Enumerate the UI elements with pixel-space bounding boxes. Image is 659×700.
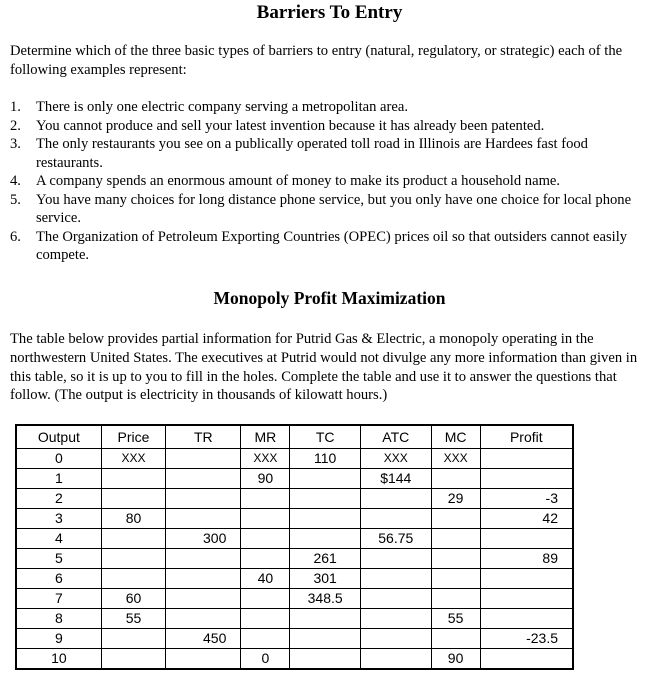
cell-tc: 301 bbox=[290, 569, 361, 589]
cell-mr: 0 bbox=[241, 649, 290, 670]
cell-mr bbox=[241, 489, 290, 509]
cell-price: 55 bbox=[101, 609, 165, 629]
monopoly-table bbox=[15, 424, 574, 670]
cell-atc bbox=[360, 589, 431, 609]
table-row bbox=[16, 509, 573, 529]
header-output: Output bbox=[16, 425, 101, 449]
cell-atc bbox=[360, 489, 431, 509]
question-number: 3. bbox=[10, 136, 21, 152]
cell-price bbox=[101, 629, 165, 649]
cell-tr bbox=[166, 449, 241, 469]
cell-profit bbox=[480, 569, 573, 589]
cell-tc: 261 bbox=[290, 549, 361, 569]
cell-atc bbox=[360, 609, 431, 629]
cell-mc: XXX bbox=[431, 449, 480, 469]
header-atc: ATC bbox=[360, 425, 431, 449]
cell-output: 3 bbox=[16, 509, 101, 529]
cell-tc bbox=[290, 529, 361, 549]
cell-profit bbox=[480, 589, 573, 609]
question-text: You have many choices for long distance phone service, but you only have one choice for local phone service. bbox=[36, 191, 632, 226]
cell-mr bbox=[241, 529, 290, 549]
cell-tc bbox=[290, 609, 361, 629]
cell-mr bbox=[241, 549, 290, 569]
table-row bbox=[16, 549, 573, 569]
cell-output: 7 bbox=[16, 589, 101, 609]
cell-output: 10 bbox=[16, 649, 101, 670]
table-header-row bbox=[16, 425, 573, 449]
question-text: The only restaurants you see on a publically operated toll road in Illinois are Hardees fast food restaurants. bbox=[36, 136, 588, 171]
cell-mc bbox=[431, 549, 480, 569]
cell-tc bbox=[290, 469, 361, 489]
cell-mc bbox=[431, 529, 480, 549]
cell-profit bbox=[480, 449, 573, 469]
cell-mr bbox=[241, 509, 290, 529]
question-text: The Organization of Petroleum Exporting Countries (OPEC) prices oil so that outsiders cannot easily compete. bbox=[36, 228, 628, 263]
table-row bbox=[16, 569, 573, 589]
cell-output: 8 bbox=[16, 609, 101, 629]
question-text: There is only one electric company serving a metropolitan area. bbox=[36, 99, 408, 115]
question-number: 5. bbox=[10, 191, 21, 208]
cell-price bbox=[101, 649, 165, 670]
cell-tc bbox=[290, 509, 361, 529]
question-item bbox=[10, 117, 640, 136]
cell-price bbox=[101, 489, 165, 509]
cell-tc: 110 bbox=[290, 449, 361, 469]
question-text: You cannot produce and sell your latest invention because it has already been patented. bbox=[36, 117, 545, 134]
cell-profit bbox=[480, 469, 573, 489]
cell-tr: 300 bbox=[166, 529, 241, 549]
cell-mc bbox=[431, 569, 480, 589]
question-number: 2. bbox=[10, 117, 21, 134]
cell-price: 60 bbox=[101, 589, 165, 609]
monopoly-paragraph: The table below provides partial information for Putrid Gas & Electric, a monopoly operating in the northwestern United States. The executives at Putrid would not divulge any more information than given in this table, so it is up to you to fill in the holes. Complete the table and use it to answer the questions that follow. (The output is electricity in thousands of kilowatt hours.) bbox=[10, 331, 638, 404]
cell-mc bbox=[431, 469, 480, 489]
question-text: A company spends an enormous amount of money to make its product a household name. bbox=[36, 173, 561, 189]
cell-mc bbox=[431, 629, 480, 649]
question-item bbox=[10, 98, 640, 117]
cell-atc: $144 bbox=[360, 469, 431, 489]
cell-price bbox=[101, 469, 165, 489]
table-row bbox=[16, 449, 573, 469]
question-number: 6. bbox=[10, 228, 21, 245]
question-number: 1. bbox=[10, 99, 21, 115]
cell-tr bbox=[166, 649, 241, 670]
question-item bbox=[10, 172, 640, 191]
cell-tr bbox=[166, 589, 241, 609]
cell-mr bbox=[241, 589, 290, 609]
cell-mc: 29 bbox=[431, 489, 480, 509]
question-number: 4. bbox=[10, 173, 21, 189]
cell-mc bbox=[431, 509, 480, 529]
cell-mc bbox=[431, 589, 480, 609]
cell-price: 80 bbox=[101, 509, 165, 529]
cell-profit bbox=[480, 609, 573, 629]
table-row bbox=[16, 489, 573, 509]
cell-mc: 55 bbox=[431, 609, 480, 629]
cell-profit: -3 bbox=[480, 489, 573, 509]
header-mr: MR bbox=[241, 425, 290, 449]
cell-atc: XXX bbox=[360, 449, 431, 469]
header-tc: TC bbox=[290, 425, 361, 449]
cell-atc bbox=[360, 569, 431, 589]
cell-tr bbox=[166, 489, 241, 509]
header-profit: Profit bbox=[480, 425, 573, 449]
table-row bbox=[16, 589, 573, 609]
header-mc: MC bbox=[431, 425, 480, 449]
question-item bbox=[10, 135, 640, 172]
cell-mr: 90 bbox=[241, 469, 290, 489]
cell-output: 6 bbox=[16, 569, 101, 589]
cell-mr bbox=[241, 629, 290, 649]
cell-tc bbox=[290, 489, 361, 509]
cell-mc: 90 bbox=[431, 649, 480, 670]
table-row bbox=[16, 529, 573, 549]
cell-tr bbox=[166, 549, 241, 569]
cell-output: 0 bbox=[16, 449, 101, 469]
cell-profit: -23.5 bbox=[480, 629, 573, 649]
barriers-question-list bbox=[10, 98, 640, 265]
barriers-intro: Determine which of the three basic types of barriers to entry (natural, regulatory, or strategic) each of the following examples represent: bbox=[10, 43, 623, 78]
cell-atc bbox=[360, 509, 431, 529]
barriers-title: Barriers To Entry bbox=[256, 2, 403, 23]
cell-tr: 450 bbox=[166, 629, 241, 649]
cell-atc bbox=[360, 549, 431, 569]
cell-tc: 348.5 bbox=[290, 589, 361, 609]
cell-tr bbox=[166, 569, 241, 589]
question-item bbox=[10, 228, 640, 265]
cell-atc bbox=[360, 629, 431, 649]
table-row bbox=[16, 649, 573, 670]
cell-tr bbox=[166, 509, 241, 529]
table-row bbox=[16, 629, 573, 649]
cell-price: XXX bbox=[101, 449, 165, 469]
cell-profit bbox=[480, 649, 573, 670]
cell-atc bbox=[360, 649, 431, 670]
cell-profit bbox=[480, 529, 573, 549]
cell-mr: 40 bbox=[241, 569, 290, 589]
cell-tc bbox=[290, 649, 361, 670]
question-item bbox=[10, 191, 640, 228]
cell-output: 1 bbox=[16, 469, 101, 489]
cell-output: 5 bbox=[16, 549, 101, 569]
cell-profit: 42 bbox=[480, 509, 573, 529]
table-body bbox=[16, 449, 573, 670]
cell-tr bbox=[166, 609, 241, 629]
cell-price bbox=[101, 549, 165, 569]
cell-profit: 89 bbox=[480, 549, 573, 569]
cell-tr bbox=[166, 469, 241, 489]
cell-output: 2 bbox=[16, 489, 101, 509]
cell-output: 4 bbox=[16, 529, 101, 549]
cell-tc bbox=[290, 629, 361, 649]
cell-mr: XXX bbox=[241, 449, 290, 469]
cell-price bbox=[101, 569, 165, 589]
monopoly-title: Monopoly Profit Maximization bbox=[213, 288, 446, 308]
cell-price bbox=[101, 529, 165, 549]
header-price: Price bbox=[101, 425, 165, 449]
header-tr: TR bbox=[166, 425, 241, 449]
cell-output: 9 bbox=[16, 629, 101, 649]
cell-atc: 56.75 bbox=[360, 529, 431, 549]
cell-mr bbox=[241, 609, 290, 629]
table-row bbox=[16, 469, 573, 489]
table-row bbox=[16, 609, 573, 629]
